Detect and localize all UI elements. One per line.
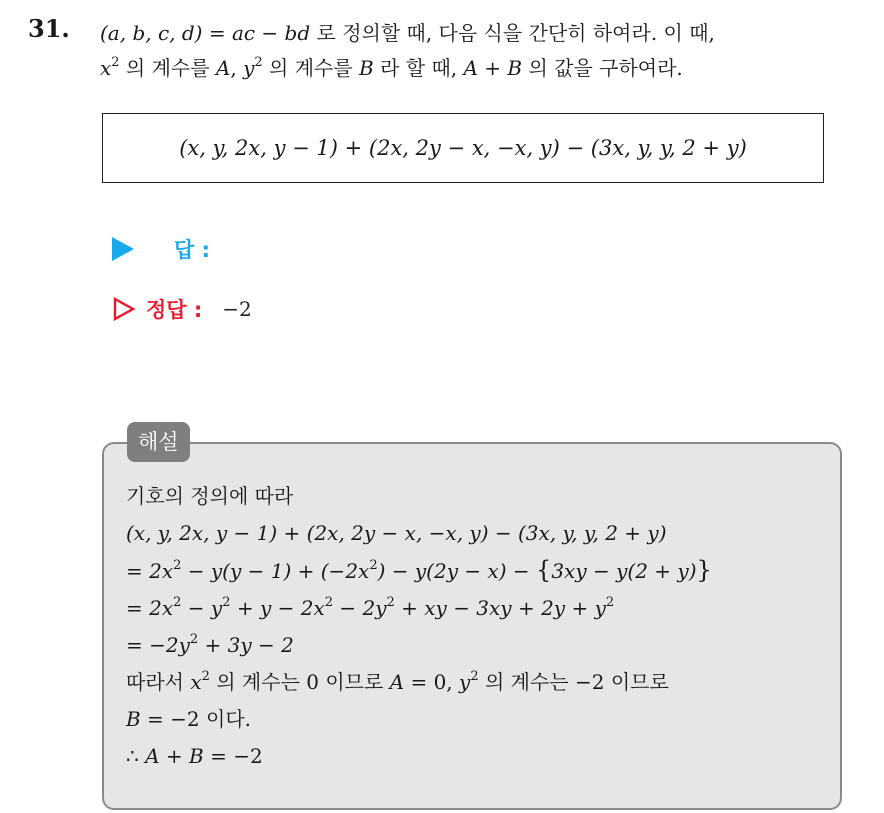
question-line-1	[100, 16, 870, 51]
var-B: B	[359, 56, 374, 80]
explanation-line	[126, 664, 712, 701]
explanation-text: 따라서	[126, 670, 191, 694]
brace-open: {	[536, 556, 552, 584]
exponent: 2	[222, 595, 231, 610]
question-text-part: 의 계수를	[262, 56, 360, 80]
math-part: = 2x	[126, 596, 174, 620]
question-text	[100, 16, 870, 86]
comma: ,	[230, 56, 244, 80]
exponent: 2	[201, 669, 210, 684]
exponent: 2	[470, 669, 479, 684]
explanation-line	[126, 478, 712, 515]
math-part: + xy − 3xy + 2y + y	[394, 596, 606, 620]
explanation-line	[126, 590, 712, 627]
answer-label: 답 :	[174, 238, 210, 262]
therefore-symbol: ∴	[126, 744, 146, 768]
var-A: A	[215, 56, 231, 80]
question-text-part: 의 계수를	[119, 56, 216, 80]
explanation-text: 의 계수는 0 이므로	[209, 670, 390, 694]
math-expression: (x, y, 2x, y − 1) + (2x, 2y − x, −x, y) − (3x, y, y, 2 + y)	[126, 521, 667, 545]
math-part: − y(y − 1) + (−2x	[181, 559, 370, 583]
math-part: ) − y(2y − x) −	[377, 559, 537, 583]
explanation-text: 기호의 정의에 따라	[126, 484, 294, 508]
math-part: + 3y − 2	[198, 633, 294, 657]
explanation-line	[126, 515, 712, 552]
brace-close: }	[696, 556, 712, 584]
math-part: = 2x	[126, 559, 174, 583]
expression-text: (x, y, 2x, y − 1) + (2x, 2y − x, −x, y) − (3x, y, y, 2 + y)	[179, 136, 747, 160]
var-A-plus-B: A + B	[145, 744, 204, 768]
exponent: 2	[254, 55, 263, 70]
exponent: 2	[189, 632, 199, 647]
exponent: 2	[324, 595, 333, 610]
question-line-1-text: 로 정의할 때, 다음 식을 간단히 하여라. 이 때,	[310, 21, 715, 45]
var-y: y	[459, 670, 471, 694]
math-part: − y	[181, 596, 223, 620]
question-line-2	[100, 51, 870, 86]
explanation-line	[126, 627, 712, 664]
var-A-plus-B: A + B	[463, 56, 523, 80]
exponent: 2	[111, 55, 120, 70]
solution-row	[112, 294, 252, 324]
explanation-text: = −2 이다.	[140, 707, 252, 731]
var-x: x	[190, 670, 202, 694]
math-part: = −2y	[126, 633, 190, 657]
question-text-part: 라 할 때,	[373, 56, 464, 80]
explanation-content	[126, 478, 712, 775]
exponent: 2	[605, 595, 615, 610]
exponent: 2	[173, 558, 182, 573]
play-triangle-icon	[112, 237, 134, 261]
math-part: + y − 2x	[230, 596, 325, 620]
question-number: 31.	[28, 14, 70, 43]
solution-label: 정답 :	[146, 298, 203, 322]
solution-value: −2	[222, 297, 252, 321]
explanation-line	[126, 552, 712, 590]
var-y: y	[243, 56, 255, 80]
outline-triangle-icon	[112, 297, 136, 321]
exponent: 2	[173, 595, 182, 610]
var-B: B	[126, 707, 141, 731]
var-A: A	[389, 670, 405, 694]
explanation-tag: 해설	[127, 422, 190, 462]
expression-box	[102, 113, 824, 183]
explanation-line	[126, 701, 712, 738]
explanation-text: = −2	[203, 744, 263, 768]
answer-row	[112, 234, 210, 264]
var-x: x	[100, 56, 112, 80]
explanation-text: = 0,	[404, 670, 460, 694]
explanation-text: 의 계수는 −2 이므로	[478, 670, 669, 694]
explanation-line	[126, 738, 712, 775]
math-part: − 2y	[333, 596, 387, 620]
math-part: 3xy − y(2 + y)	[551, 559, 697, 583]
exponent: 2	[386, 595, 395, 610]
definition-expression: (a, b, c, d) = ac − bd	[100, 21, 311, 45]
exponent: 2	[369, 558, 378, 573]
question-text-part: 의 값을 구하여라.	[522, 56, 683, 80]
